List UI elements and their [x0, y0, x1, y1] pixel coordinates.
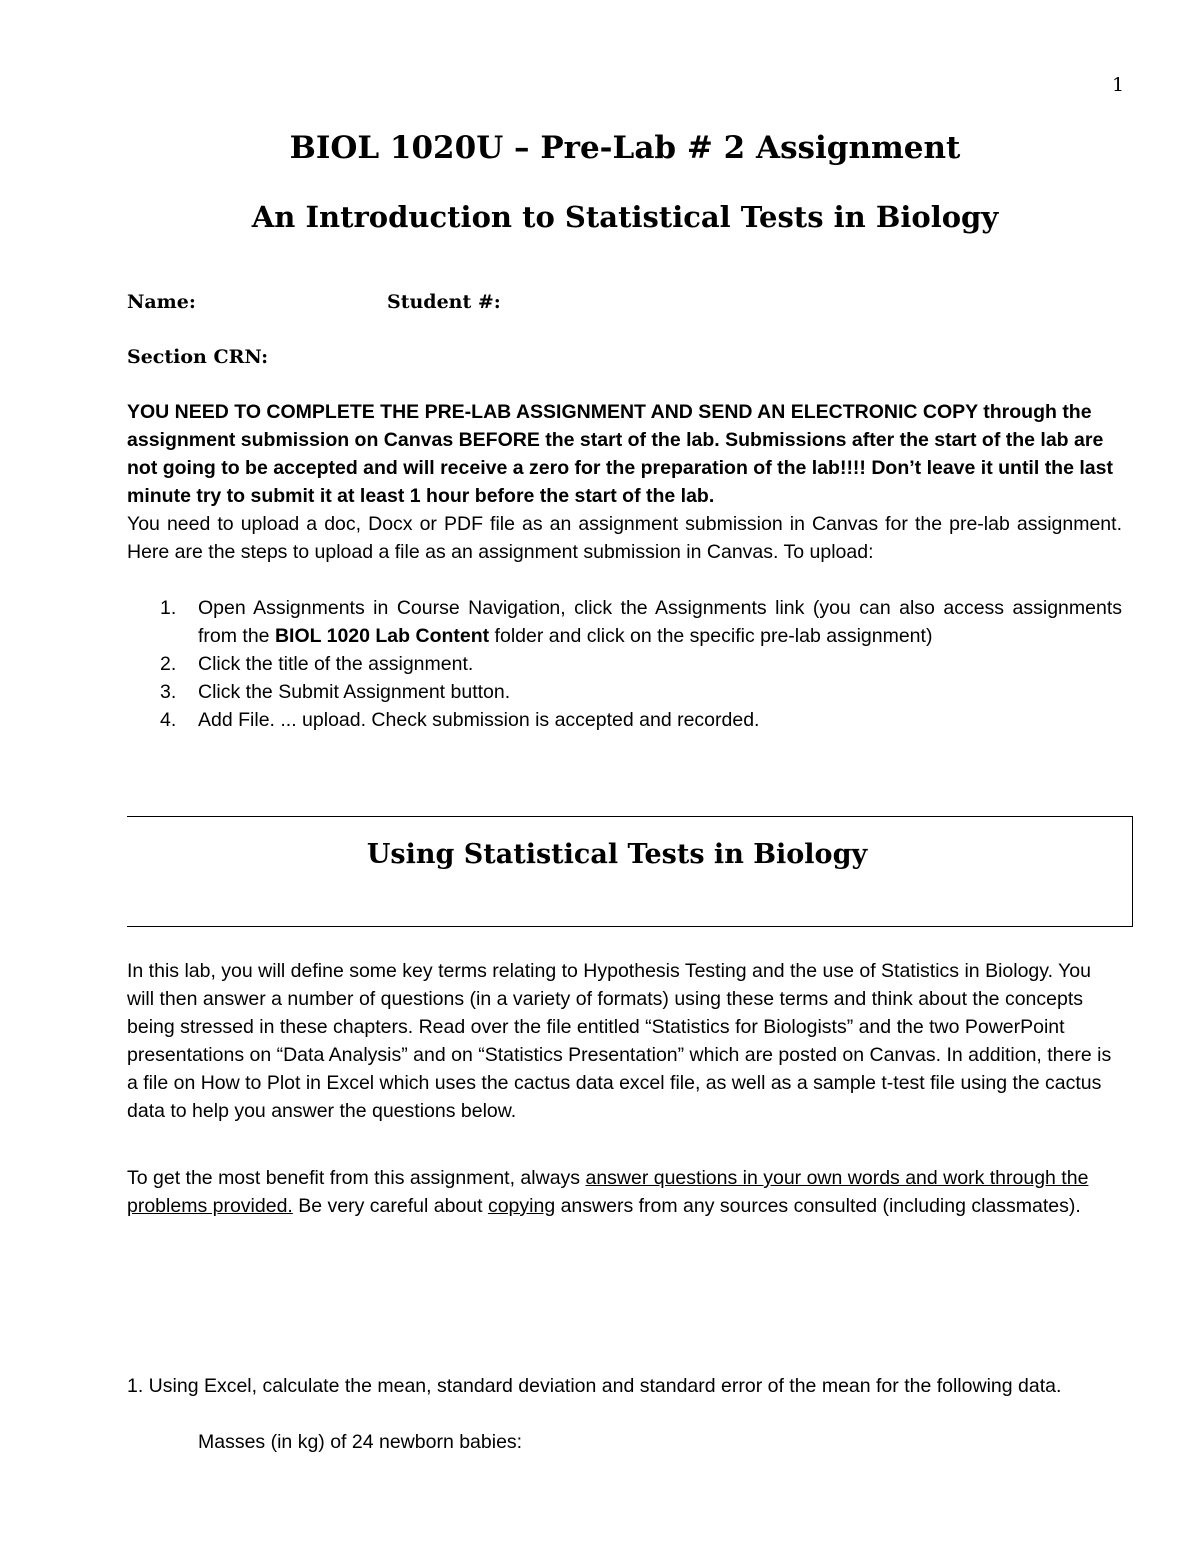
list-item — [127, 594, 1122, 650]
upload-steps-list — [127, 594, 1122, 734]
benefit-text: answers from any sources consulted (including classmates). — [555, 1195, 1081, 1217]
list-item — [127, 650, 1122, 678]
name-label: Name: — [127, 291, 196, 313]
list-item — [127, 706, 1122, 734]
document-subtitle: An Introduction to Statistical Tests in Biology — [251, 200, 999, 234]
benefit-underlined-text: copying — [487, 1195, 556, 1217]
benefit-underlined-text: answer questions in your own words and work through the problems provided. — [127, 1167, 1089, 1217]
step-text: Open Assignments in Course Navigation, click the Assignments link (you can also access assignments from the — [198, 597, 1122, 647]
benefit-paragraph — [127, 1164, 1122, 1220]
benefit-text: To get the most benefit from this assignment, always — [127, 1167, 586, 1189]
step-number: 2. — [160, 653, 177, 675]
step-text: folder and click on the specific pre-lab assignment) — [489, 625, 933, 647]
step-text: Add File. ... upload. Check submission is accepted and recorded. — [198, 709, 760, 731]
student-number-label: Student #: — [387, 291, 501, 313]
list-item — [127, 678, 1122, 706]
upload-instructions: You need to upload a doc, Docx or PDF file as an assignment submission in Canvas for the pre-lab assignment. Here are the steps to upload a file as an assignment submission in Canvas. To upload: — [127, 513, 1122, 563]
document-title: BIOL 1020U – Pre-Lab # 2 Assignment — [289, 130, 961, 166]
section-title: Using Statistical Tests in Biology — [366, 839, 868, 870]
step-number: 1. — [160, 597, 177, 619]
step-number: 4. — [160, 709, 177, 731]
step-bold-text: BIOL 1020 Lab Content — [274, 625, 490, 647]
benefit-text: Be very careful about — [292, 1195, 488, 1217]
masses-label: Masses (in kg) of 24 newborn babies: — [198, 1431, 523, 1453]
submission-notice: YOU NEED TO COMPLETE THE PRE-LAB ASSIGNMENT AND SEND AN ELECTRONIC COPY through the assignment submission on Canvas BEFORE the start of the lab. Submissions after the start of the lab are not going to be accepted and will receive a zero for the preparation of the lab!!!! Don’t leave it until the last minute try to submit it at least 1 hour before the start of the lab. — [127, 401, 1113, 507]
section-crn-label: Section CRN: — [127, 346, 269, 368]
section-header-box — [127, 816, 1133, 927]
intro-paragraph: In this lab, you will define some key terms relating to Hypothesis Testing and the use of Statistics in Biology. You will then answer a number of questions (in a variety of formats) using these terms and think about the concepts being stressed in these chapters. Read over the file entitled “Statistics for Biologists” and the two PowerPoint presentations on “Data Analysis” and on “Statistics Presentation” which are posted on Canvas. In addition, there is a file on How to Plot in Excel which uses the cactus data excel file, as well as a sample t-test file using the cactus data to help you answer the questions below. — [127, 960, 1112, 1122]
step-text: Click the Submit Assignment button. — [198, 681, 511, 703]
step-number: 3. — [160, 681, 177, 703]
step-text: Click the title of the assignment. — [198, 653, 474, 675]
question-1: 1. Using Excel, calculate the mean, standard deviation and standard error of the mean for the following data. — [127, 1375, 1062, 1397]
page-number: 1 — [1112, 74, 1125, 96]
